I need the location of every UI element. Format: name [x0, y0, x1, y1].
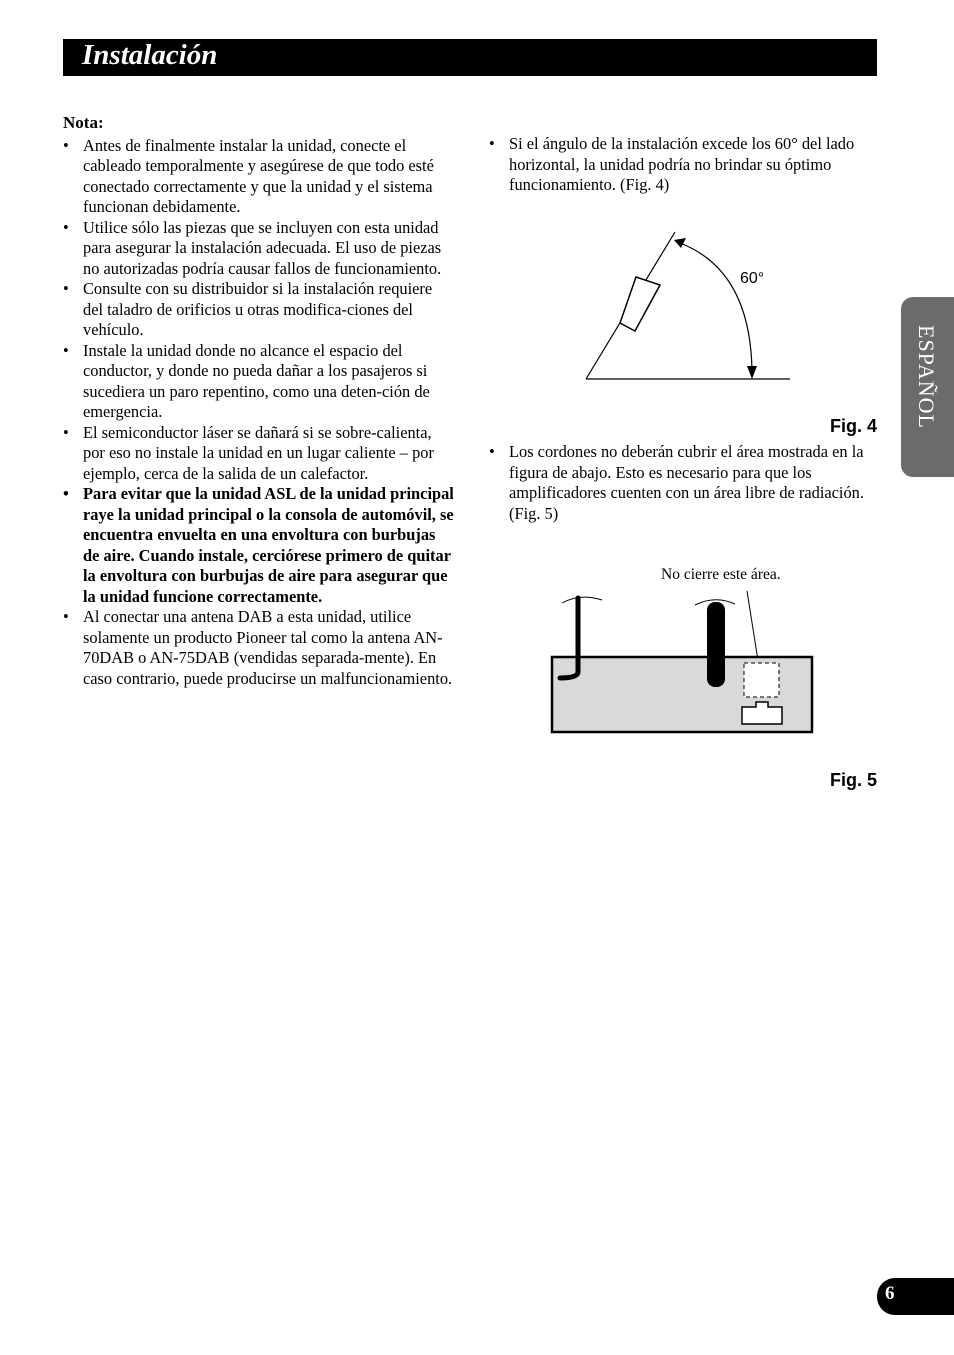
right-column-2	[489, 442, 869, 524]
fig5-cord-diagram	[550, 560, 820, 740]
note-item: • Antes de finalmente instalar la unidad, conecte el cableado temporalmente y asegúrese de que todo esté conectado correctamente y que la unidad y el sistema funcionan debidamente.	[63, 136, 455, 218]
note-item: • El semiconductor láser se dañará si se sobre-calienta, por eso no instale la unidad en un lugar caliente – por ejemplo, cerca de la salida de un calefactor.	[63, 423, 455, 485]
note-item: • Al conectar una antena DAB a esta unidad, utilice solamente un producto Pioneer tal como la antena AN-70DAB o AN-75DAB (vendidas separada-mente). En caso contrario, puede producirse un malfuncionamiento.	[63, 607, 455, 689]
fig5-caption: Fig. 5	[829, 770, 877, 790]
note-item: • Instale la unidad donde no alcance el espacio del conductor, y donde no pueda dañar a los pasajeros si sucediera un paro repentino, como una deten-ción de emergencia.	[63, 341, 455, 423]
note-list	[63, 136, 455, 690]
arc-arrow-top	[674, 238, 686, 248]
language-tab	[901, 297, 954, 477]
fig4-caption: Fig. 4	[829, 416, 877, 436]
unit-rectangle	[620, 277, 660, 331]
cord-note: • Los cordones no deberán cubrir el área mostrada en la figura de abajo. Esto es necesario para que los amplificadores cuenten con un área libre de radiación. (Fig. 5)	[489, 442, 869, 524]
angle-label: 60°	[740, 270, 765, 287]
page-title: Instalación	[82, 39, 218, 71]
callout-label: No cierre este área.	[661, 566, 781, 583]
page-number: 6	[885, 1283, 895, 1304]
right-column	[489, 134, 869, 196]
radiation-area	[744, 663, 779, 697]
note-item: • Utilice sólo las piezas que se incluyen con esta unidad para asegurar la instalación adecuada. El uso de piezas no autorizadas podría causar fallos de funcionamiento.	[63, 218, 455, 280]
language-tab-label: ESPAÑOL	[914, 325, 939, 429]
left-column	[63, 113, 455, 689]
cord-cut-left	[562, 597, 602, 603]
section-title-bar	[63, 39, 877, 76]
angle-note: • Si el ángulo de la instalación excede los 60° del lado horizontal, la unidad podría no brindar su óptimo funcionamiento. (Fig. 4)	[489, 134, 869, 196]
note-item: • Consulte con su distribuidor si la instalación requiere del taladro de orificios u otras modifica-ciones del vehículo.	[63, 279, 455, 341]
page-number-tab	[877, 1278, 954, 1315]
fig4-angle-diagram	[580, 210, 800, 385]
note-item-warning: • Para evitar que la unidad ASL de la unidad principal raye la unidad principal o la consola de automóvil, se encuentra envuelta en una envoltura con burbujas de aire. Cuando instale, cerciórese primero de quitar la envoltura con burbujas de aire para asegurar que la unidad funcione correctamente.	[63, 484, 455, 607]
thick-cord	[707, 602, 725, 687]
angle-arc	[680, 243, 752, 370]
arc-arrow-bottom	[747, 366, 757, 379]
note-heading: Nota:	[63, 113, 104, 132]
